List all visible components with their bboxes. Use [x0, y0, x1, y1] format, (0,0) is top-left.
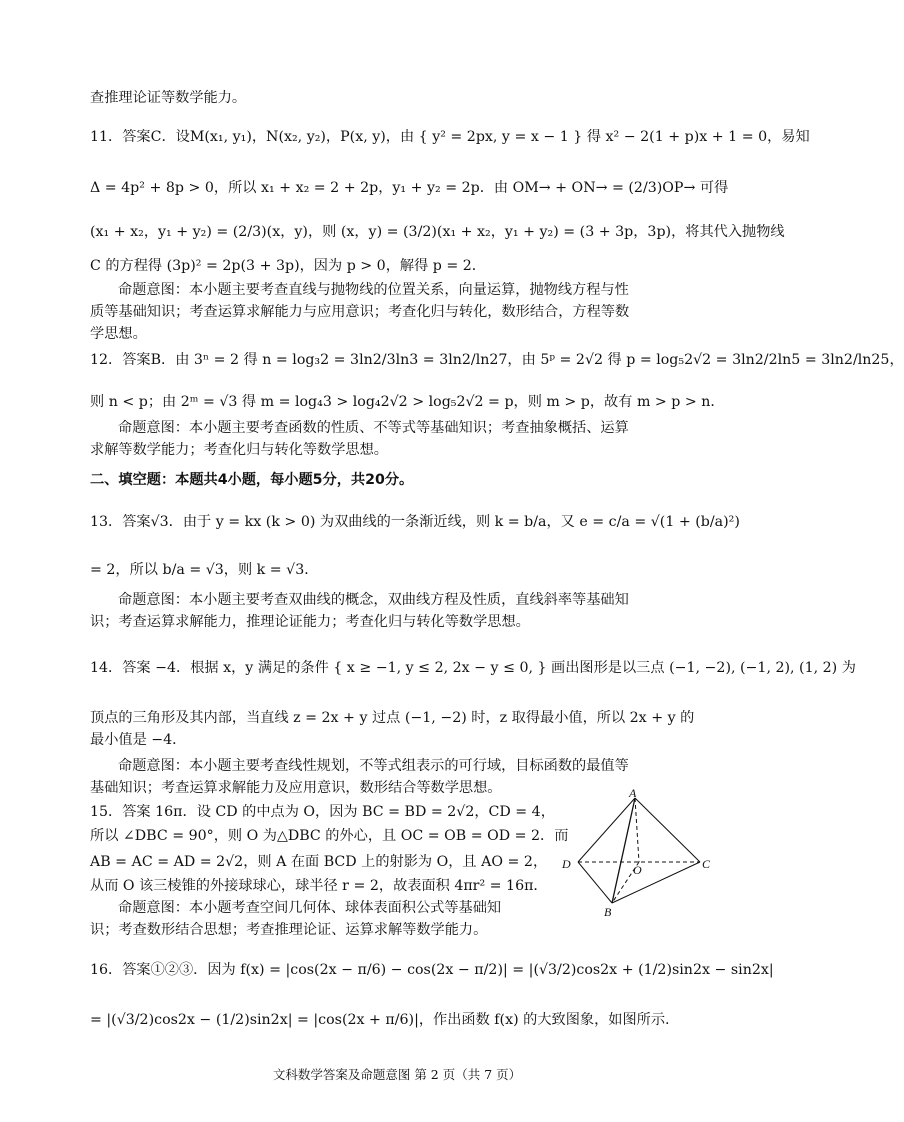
- text-line: 顶点的三角形及其内部，当直线 z = 2x + y 过点 (−1, −2) 时，z 取得最小值，所以 2x + y 的: [90, 710, 695, 726]
- text-line: = |(√3/2)cos2x − (1/2)sin2x| = |cos(2x + π/6)|，作出函数 f(x) 的大致图象，如图所示.: [90, 1012, 670, 1028]
- text-line: 最小值是 −4．: [90, 732, 187, 748]
- text-line: 16．答案①②③．因为 f(x) = |cos(2x − π/6) − cos(2x − π/2)| = |(√3/2)cos2x + (1/2)sin2x − sin2x|: [90, 962, 774, 978]
- text-line: 所以 ∠DBC = 90°，则 O 为△DBC 的外心，且 OC = OB = OD = 2．而: [90, 828, 569, 844]
- label-B: B: [604, 905, 612, 919]
- text-line: C 的方程得 (3p)² = 2p(3 + 3p)，因为 p > 0，解得 p = 2．: [90, 258, 486, 274]
- text-line: 求解等数学能力；考查化归与转化等数学思想。: [90, 442, 388, 458]
- text-line: 命题意图：本小题主要考查线性规划，不等式组表示的可行域，目标函数的最值等: [118, 758, 629, 774]
- text-line: 查推理论证等数学能力。: [90, 90, 247, 106]
- text-line: 基础知识；考查运算求解能力及应用意识，数形结合等数学思想。: [90, 780, 502, 796]
- text-line: 命题意图：本小题主要考查函数的性质、不等式等基础知识；考查抽象概括、运算: [118, 420, 629, 436]
- segment-AO: [635, 798, 639, 862]
- page-footer: 文科数学答案及命题意图 第 2 页（共 7 页）: [272, 1067, 522, 1082]
- text-line: 14．答案 −4．根据 x，y 满足的条件 { x ≥ −1, y ≤ 2, 2x − y ≤ 0, } 画出图形是以三点 (−1, −2), (−1, 2), (1, 2) 为: [90, 660, 856, 676]
- text-line: Δ = 4p² + 8p > 0，所以 x₁ + x₂ = 2 + 2p，y₁ + y₂ = 2p．由 OM→ + ON→ = (2/3)OP→ 可得: [90, 180, 729, 196]
- text-line: 命题意图：本小题主要考查直线与抛物线的位置关系，向量运算，抛物线方程与性: [118, 282, 629, 298]
- edge-AB: [612, 798, 635, 903]
- tetrahedron-figure: [560, 790, 720, 925]
- edge-AC: [635, 798, 700, 862]
- label-A: A: [629, 786, 637, 800]
- text-line: 15．答案 16π．设 CD 的中点为 O，因为 BC = BD = 2√2，CD = 4，: [90, 804, 555, 820]
- label-O: O: [633, 863, 642, 877]
- text-line: = 2，所以 b/a = √3，则 k = √3．: [90, 562, 319, 578]
- label-D: D: [562, 857, 571, 871]
- text-line: 13．答案√3．由于 y = kx (k > 0) 为双曲线的一条渐近线，则 k = b/a，又 e = c/a = √(1 + (b/a)²): [90, 514, 740, 530]
- edge-DB: [578, 862, 612, 903]
- text-line: 识；考查运算求解能力，推理论证能力；考查化归与转化等数学思想。: [90, 614, 530, 630]
- text-line: 学思想。: [90, 326, 147, 342]
- text-line: 11．答案C．设M(x₁, y₁)，N(x₂, y₂)，P(x, y)，由 { y² = 2px, y = x − 1 } 得 x² − 2(1 + p)x + 1 = 0，易知: [90, 129, 810, 145]
- text-line: 12．答案B．由 3ⁿ = 2 得 n = log₃2 = 3ln2/3ln3 = 3ln2/ln27，由 5ᵖ = 2√2 得 p = log₅2√2 = 3ln2/2ln5 = 3ln2/ln25，: [90, 352, 904, 368]
- edge-AD: [578, 798, 635, 862]
- text-line: 命题意图：本小题主要考查双曲线的概念，双曲线方程及性质，直线斜率等基础知: [118, 592, 629, 608]
- section-heading: 二、填空题：本题共4小题，每小题5分，共20分。: [90, 472, 414, 488]
- text-line: 识；考查数形结合思想；考查推理论证、运算求解等数学能力。: [90, 922, 488, 938]
- text-line: 质等基础知识；考查运算求解能力与应用意识；考查化归与转化，数形结合，方程等数: [90, 304, 630, 320]
- text-line: 从而 O 该三棱锥的外接球球心，球半径 r = 2，故表面积 4πr² = 16π．: [90, 878, 548, 894]
- text-line: 则 n < p；由 2ᵐ = √3 得 m = log₄3 > log₄2√2 > log₅2√2 = p，则 m > p，故有 m > p > n．: [90, 394, 725, 410]
- text-line: 命题意图：本小题考查空间几何体、球体表面积公式等基础知: [118, 900, 502, 916]
- label-C: C: [702, 857, 711, 871]
- text-line: AB = AC = AD = 2√2，则 A 在面 BCD 上的射影为 O，且 AO = 2，: [90, 854, 548, 870]
- text-line: (x₁ + x₂，y₁ + y₂) = (2/3)(x，y)，则 (x，y) = (3/2)(x₁ + x₂，y₁ + y₂) = (3 + 3p，3p)，将其代入抛物线: [90, 224, 785, 240]
